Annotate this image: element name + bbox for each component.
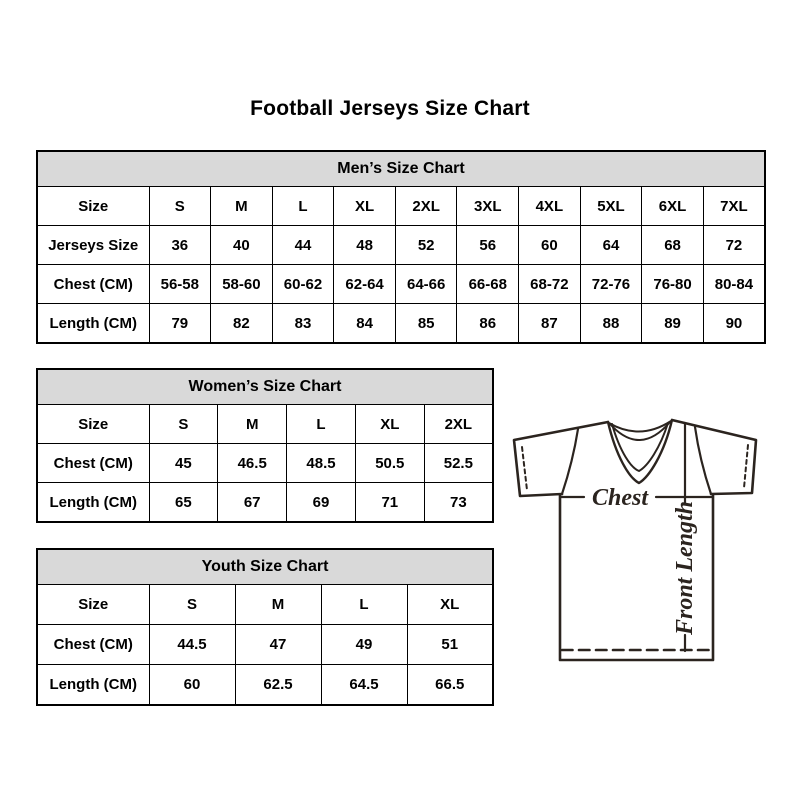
- value-cell: 87: [519, 304, 581, 344]
- table-row: [37, 444, 493, 483]
- value-cell: 65: [149, 483, 218, 523]
- value-cell: 62.5: [235, 665, 321, 706]
- table-row: [37, 187, 765, 226]
- table-row: [37, 304, 765, 344]
- value-cell: 2XL: [424, 405, 493, 444]
- jersey-left-armhole-seam: [562, 429, 578, 494]
- value-cell: 40: [211, 226, 273, 265]
- value-cell: 60-62: [272, 265, 334, 304]
- jersey-measurement-diagram: [500, 400, 770, 680]
- value-cell: 45: [149, 444, 218, 483]
- value-cell: 60: [149, 665, 235, 706]
- value-cell: M: [235, 585, 321, 625]
- value-cell: S: [149, 585, 235, 625]
- table-row: [37, 405, 493, 444]
- value-cell: 2XL: [395, 187, 457, 226]
- value-cell: 50.5: [355, 444, 424, 483]
- table-title: Men’s Size Chart: [37, 151, 765, 187]
- jersey-right-armhole-seam: [695, 427, 711, 494]
- value-cell: 66-68: [457, 265, 519, 304]
- value-cell: 51: [407, 625, 493, 665]
- row-label-cell: Length (CM): [37, 665, 149, 706]
- table-row: [37, 585, 493, 625]
- row-label-cell: Length (CM): [37, 483, 149, 523]
- row-label-cell: Jerseys Size: [37, 226, 149, 265]
- value-cell: 52: [395, 226, 457, 265]
- row-label-cell: Size: [37, 585, 149, 625]
- value-cell: 7XL: [703, 187, 765, 226]
- table-row: [37, 665, 493, 706]
- value-cell: XL: [407, 585, 493, 625]
- row-label-cell: Chest (CM): [37, 265, 149, 304]
- value-cell: 73: [424, 483, 493, 523]
- value-cell: 82: [211, 304, 273, 344]
- table-row: [37, 483, 493, 523]
- row-label-cell: Length (CM): [37, 304, 149, 344]
- row-label-cell: Chest (CM): [37, 444, 149, 483]
- jersey-right-cuff-stitch: [744, 445, 748, 488]
- value-cell: 46.5: [218, 444, 287, 483]
- row-label-cell: Size: [37, 405, 149, 444]
- value-cell: 56-58: [149, 265, 211, 304]
- value-cell: M: [218, 405, 287, 444]
- value-cell: 72-76: [580, 265, 642, 304]
- row-label-cell: Chest (CM): [37, 625, 149, 665]
- value-cell: 80-84: [703, 265, 765, 304]
- value-cell: 62-64: [334, 265, 396, 304]
- value-cell: L: [287, 405, 356, 444]
- value-cell: 58-60: [211, 265, 273, 304]
- table-header-row: [37, 369, 493, 405]
- table-header-row: [37, 151, 765, 187]
- value-cell: 64.5: [321, 665, 407, 706]
- value-cell: 76-80: [642, 265, 704, 304]
- value-cell: 86: [457, 304, 519, 344]
- value-cell: 71: [355, 483, 424, 523]
- value-cell: 64-66: [395, 265, 457, 304]
- mens-size-table: [36, 150, 766, 344]
- value-cell: S: [149, 187, 211, 226]
- value-cell: 48: [334, 226, 396, 265]
- value-cell: 68: [642, 226, 704, 265]
- value-cell: XL: [355, 405, 424, 444]
- value-cell: 60: [519, 226, 581, 265]
- youth-size-table: [36, 548, 494, 706]
- value-cell: 72: [703, 226, 765, 265]
- value-cell: 49: [321, 625, 407, 665]
- value-cell: 83: [272, 304, 334, 344]
- value-cell: 89: [642, 304, 704, 344]
- table-title: Youth Size Chart: [37, 549, 493, 585]
- value-cell: 66.5: [407, 665, 493, 706]
- jersey-collar-inner-v: [612, 423, 668, 471]
- value-cell: 5XL: [580, 187, 642, 226]
- value-cell: S: [149, 405, 218, 444]
- value-cell: 6XL: [642, 187, 704, 226]
- value-cell: 64: [580, 226, 642, 265]
- value-cell: 47: [235, 625, 321, 665]
- table-row: [37, 226, 765, 265]
- value-cell: 3XL: [457, 187, 519, 226]
- value-cell: 79: [149, 304, 211, 344]
- value-cell: 85: [395, 304, 457, 344]
- value-cell: 48.5: [287, 444, 356, 483]
- value-cell: 84: [334, 304, 396, 344]
- value-cell: 52.5: [424, 444, 493, 483]
- value-cell: 67: [218, 483, 287, 523]
- value-cell: L: [272, 187, 334, 226]
- value-cell: M: [211, 187, 273, 226]
- table-row: [37, 265, 765, 304]
- value-cell: 44: [272, 226, 334, 265]
- value-cell: L: [321, 585, 407, 625]
- value-cell: 36: [149, 226, 211, 265]
- value-cell: 88: [580, 304, 642, 344]
- value-cell: XL: [334, 187, 396, 226]
- value-cell: 56: [457, 226, 519, 265]
- page-title: Football Jerseys Size Chart: [250, 97, 530, 120]
- womens-size-table: [36, 368, 494, 523]
- value-cell: 68-72: [519, 265, 581, 304]
- value-cell: 69: [287, 483, 356, 523]
- value-cell: 90: [703, 304, 765, 344]
- chest-label: Chest: [591, 485, 649, 511]
- table-title: Women’s Size Chart: [37, 369, 493, 405]
- front-length-label: Front Length: [672, 500, 698, 636]
- value-cell: 44.5: [149, 625, 235, 665]
- value-cell: 4XL: [519, 187, 581, 226]
- table-row: [37, 625, 493, 665]
- jersey-left-cuff-stitch: [522, 447, 527, 490]
- row-label-cell: Size: [37, 187, 149, 226]
- table-header-row: [37, 549, 493, 585]
